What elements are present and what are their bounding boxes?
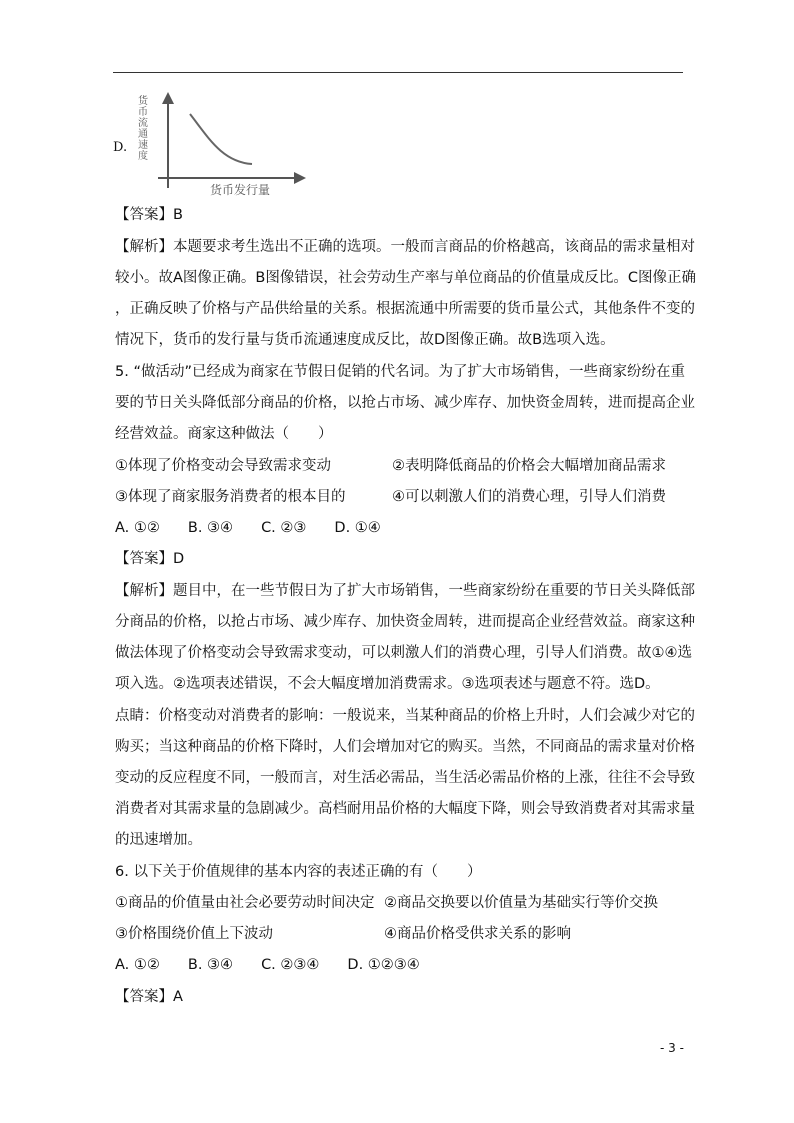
q6-item-1: ①商品的价值量由社会必要劳动时间决定 xyxy=(115,895,375,911)
q5-choice-a: A. ①② xyxy=(115,520,160,536)
inverse-curve xyxy=(190,114,252,164)
q5-note-line: 购买；当这种商品的价格下降时，人们会增加对它的购买。当然，不同商品的需求量对价格 xyxy=(115,739,695,755)
q4-analysis-line: ，正确反映了价格与产品供给量的关系。根据流通中所需要的货币量公式，其他条件不变的 xyxy=(115,301,695,317)
q5-note-line: 的迅速增加。 xyxy=(115,832,202,848)
q5-item-2: ②表明降低商品的价格会大幅增加商品需求 xyxy=(392,458,666,474)
q6-stem: 6. 以下关于价值规律的基本内容的表述正确的有（ ） xyxy=(115,864,482,880)
q5-item-4: ④可以刺激人们的消费心理，引导人们消费 xyxy=(392,489,666,505)
q5-item-3: ③体现了商家服务消费者的根本目的 xyxy=(115,489,346,505)
q5-choices xyxy=(115,518,409,538)
q5-answer: 【答案】D xyxy=(115,551,185,567)
q5-note-line: 点睛：价格变动对消费者的影响：一般说来，当某种商品的价格上升时，人们会减少对它的 xyxy=(115,708,695,724)
q6-item-4: ④商品价格受供求关系的影响 xyxy=(384,926,571,942)
x-axis-label: 货币发行量 xyxy=(210,183,271,197)
q6-choice-a: A. ①② xyxy=(115,957,160,973)
q5-choice-d: D. ①④ xyxy=(334,520,381,536)
q6-item-2: ②商品交换要以价值量为基础实行等价交换 xyxy=(384,895,658,911)
q5-analysis-line: 分商品的价格，以抢占市场、减少库存、加快资金周转，进而提高企业经营效益。商家这种 xyxy=(115,614,695,630)
q6-choice-d: D. ①②③④ xyxy=(347,957,420,973)
q5-analysis-line: 【解析】题目中，在一些节假日为了扩大市场销售，一些商家纷纷在重要的节日关头降低部 xyxy=(115,583,695,599)
q5-item-1: ①体现了价格变动会导致需求变动 xyxy=(115,458,331,474)
q5-stem-line: 5. “做活动”已经成为商家在节假日促销的代名词。为了扩大市场销售，一些商家纷纷在重 xyxy=(115,364,685,380)
y-axis-label: 货币流通速度 xyxy=(138,96,148,162)
q6-choice-b: B. ③④ xyxy=(187,957,234,973)
q5-choice-c: C. ②③ xyxy=(261,520,307,536)
page-number: - 3 - xyxy=(660,1041,684,1055)
velocity-vs-issuance-graph xyxy=(130,92,310,200)
q4-analysis-line: 较小。故A图像正确。B图像错误，社会劳动生产率与单位商品的价值量成反比。C图像正确 xyxy=(115,270,696,286)
header-rule xyxy=(113,72,683,73)
q5-analysis-line: 做法体现了价格变动会导致需求变动，可以刺激人们的消费心理，引导人们消费。故①④选 xyxy=(115,645,692,661)
q5-note-line: 变动的反应程度不同，一般而言，对生活必需品，当生活必需品价格的上涨，往往不会导致 xyxy=(115,770,695,786)
q6-choices xyxy=(115,955,448,975)
q5-analysis-line: 项入选。②选项表述错误，不会大幅度增加消费需求。③选项表述与题意不符。选D。 xyxy=(115,676,660,692)
q4-analysis-line: 【解析】本题要求考生选出不正确的选项。一般而言商品的价格越高，该商品的需求量相对 xyxy=(115,239,695,255)
q5-stem-line: 经营效益。商家这种做法（ ） xyxy=(115,426,333,442)
q5-choice-b: B. ③④ xyxy=(187,520,234,536)
q6-choice-c: C. ②③④ xyxy=(261,957,320,973)
q4-answer: 【答案】B xyxy=(115,207,183,223)
option-d-label: D. xyxy=(113,140,128,155)
q4-analysis-line: 情况下，货币的发行量与货币流通速度成反比，故D图像正确。故B选项入选。 xyxy=(115,332,615,348)
q5-stem-line: 要的节日关头降低部分商品的价格，以抢占市场、减少库存、加快资金周转，进而提高企业 xyxy=(115,395,695,411)
q5-note-line: 消费者对其需求量的急剧减少。高档耐用品价格的大幅度下降，则会导致消费者对其需求量 xyxy=(115,801,695,817)
q6-item-3: ③价格围绕价值上下波动 xyxy=(115,926,273,942)
q6-answer: 【答案】A xyxy=(115,989,183,1005)
